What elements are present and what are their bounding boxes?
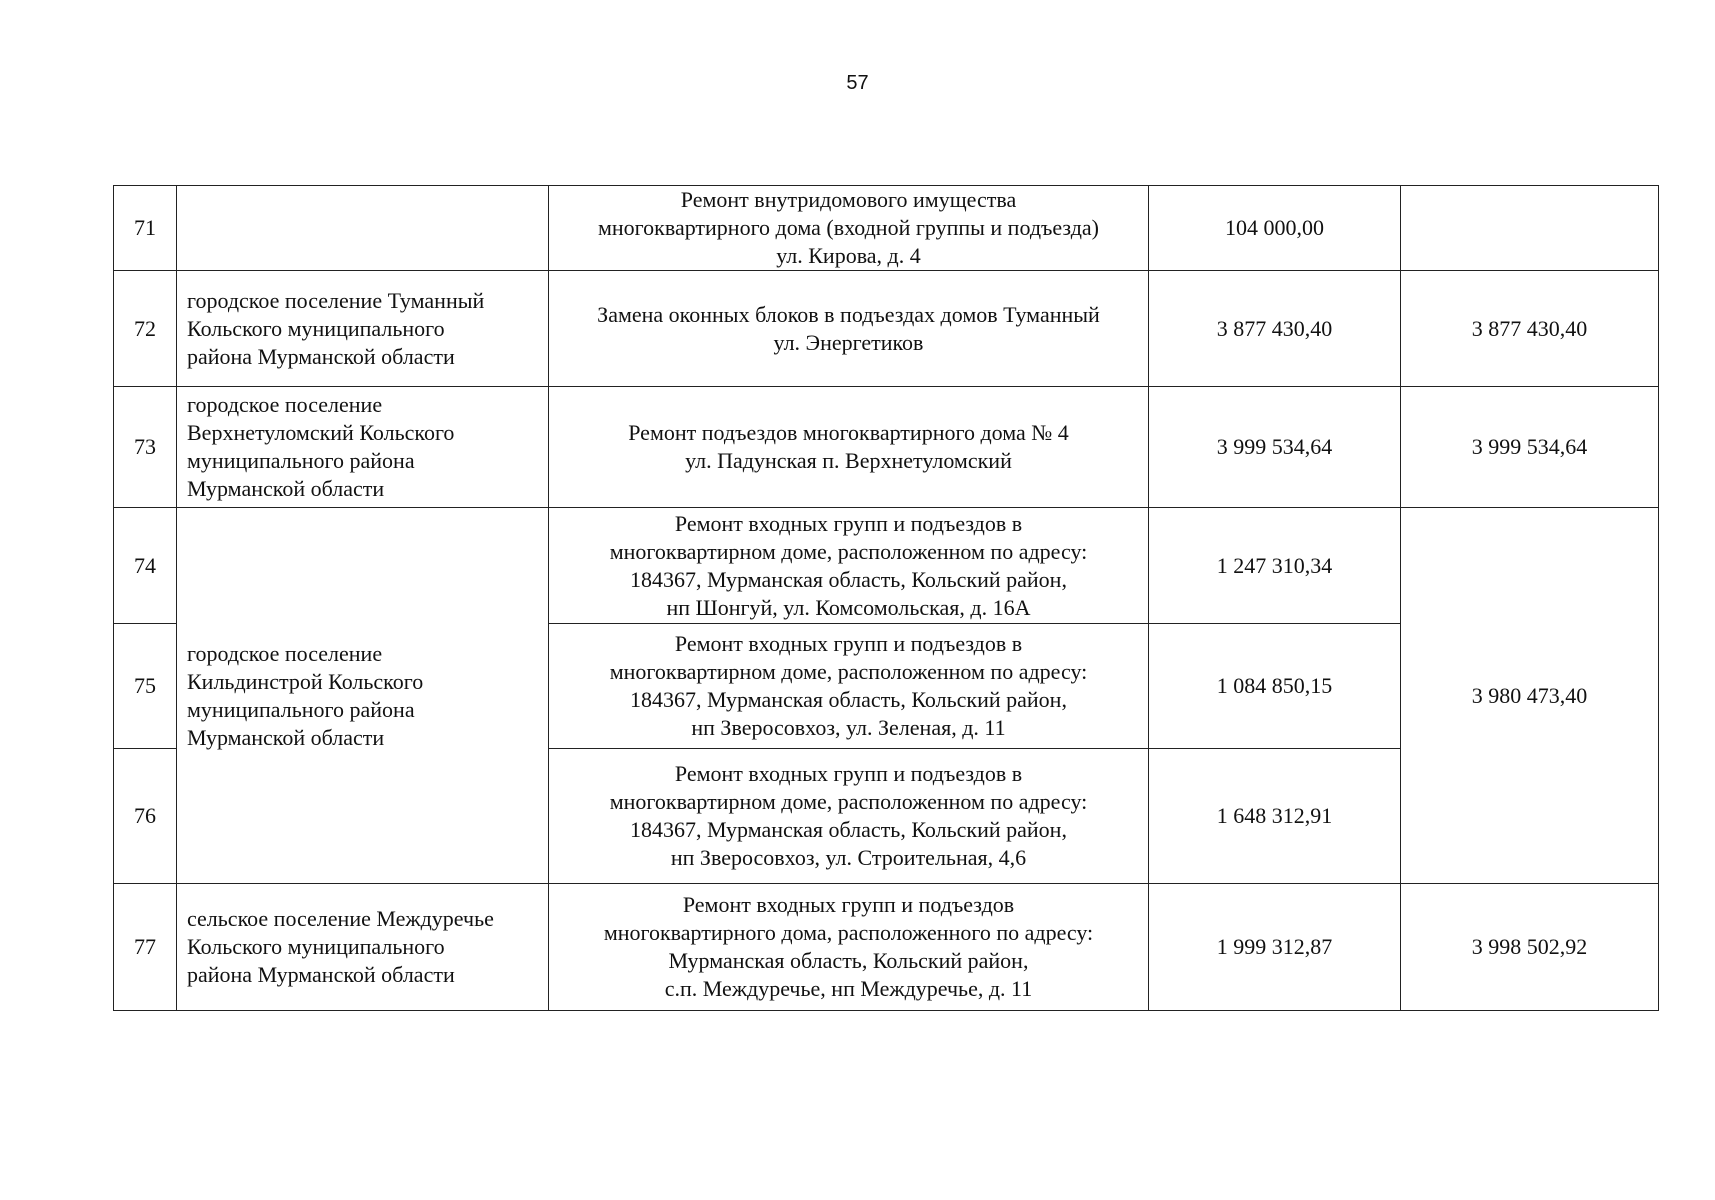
- municipality-line: Верхнетуломский Кольского: [187, 420, 455, 445]
- work-line: 184367, Мурманская область, Кольский район,: [630, 687, 1067, 712]
- amount-cell: 1 084 850,15: [1149, 624, 1401, 749]
- municipality-line: городское поселение: [187, 392, 383, 417]
- work-line: 184367, Мурманская область, Кольский район,: [630, 566, 1067, 592]
- work-line: нп Шонгуй, ул. Комсомольская, д. 16А: [666, 594, 1031, 620]
- total-cell: 3 999 534,64: [1401, 387, 1659, 508]
- work-line: с.п. Междуречье, нп Междуречье, д. 11: [664, 976, 1033, 1001]
- table-row: [114, 186, 1659, 271]
- page-number: 57: [846, 72, 869, 94]
- row-number-cell: 76: [114, 749, 177, 884]
- municipality-line: Мурманской области: [187, 724, 385, 750]
- table-row: [114, 508, 1659, 624]
- funding-table: [113, 185, 1659, 1011]
- work-description-cell: [549, 624, 1149, 749]
- work-line: 184367, Мурманская область, Кольский район,: [630, 817, 1067, 842]
- row-number-cell: 77: [114, 884, 177, 1011]
- municipality-line: Кольского муниципального: [187, 315, 445, 341]
- work-description-cell: [549, 271, 1149, 387]
- work-line: Ремонт входных групп и подъездов: [682, 892, 1015, 917]
- work-line: многоквартирного дома, расположенного по адресу:: [603, 920, 1094, 945]
- municipality-cell: [177, 271, 549, 387]
- total-cell: 3 877 430,40: [1401, 271, 1659, 387]
- work-line: многоквартирном доме, расположенном по адресу:: [609, 659, 1088, 684]
- amount-cell: 104 000,00: [1149, 186, 1401, 271]
- work-line: Замена оконных блоков в подъездах домов Туманный: [597, 301, 1100, 327]
- row-number-cell: 74: [114, 508, 177, 624]
- municipality-cell: [177, 884, 549, 1011]
- work-line: ул. Кирова, д. 4: [776, 243, 921, 268]
- municipality-line: городское поселение: [187, 640, 383, 666]
- work-line: Ремонт подъездов многоквартирного дома № 4: [628, 420, 1069, 445]
- row-number-cell: 72: [114, 271, 177, 387]
- municipality-line: района Мурманской области: [187, 343, 455, 369]
- total-cell: 3 980 473,40: [1401, 508, 1659, 884]
- work-line: ул. Энергетиков: [773, 329, 924, 355]
- work-line: Мурманская область, Кольский район,: [668, 948, 1029, 973]
- amount-cell: 1 247 310,34: [1149, 508, 1401, 624]
- work-line: многоквартирном доме, расположенном по адресу:: [609, 789, 1088, 814]
- municipality-line: сельское поселение Междуречье: [187, 906, 494, 931]
- municipality-line: муниципального района: [187, 696, 415, 722]
- amount-cell: 1 648 312,91: [1149, 749, 1401, 884]
- work-description-cell: [549, 387, 1149, 508]
- table-row: [114, 884, 1659, 1011]
- total-cell: 3 998 502,92: [1401, 884, 1659, 1011]
- municipality-cell: [177, 508, 549, 884]
- municipality-line: городское поселение Туманный: [187, 287, 485, 313]
- work-line: Ремонт входных групп и подъездов в: [674, 631, 1023, 656]
- work-line: Ремонт внутридомового имущества: [680, 187, 1017, 212]
- row-number-cell: 73: [114, 387, 177, 508]
- total-cell: [1401, 186, 1659, 271]
- municipality-cell: [177, 186, 549, 271]
- amount-cell: 3 877 430,40: [1149, 271, 1401, 387]
- row-number-cell: 71: [114, 186, 177, 271]
- work-line: Ремонт входных групп и подъездов в: [674, 761, 1023, 786]
- work-description-cell: [549, 749, 1149, 884]
- municipality-line: Кильдинстрой Кольского: [187, 668, 424, 694]
- work-line: Ремонт входных групп и подъездов в: [674, 510, 1023, 536]
- municipality-line: Кольского муниципального: [187, 934, 445, 959]
- row-number-cell: 75: [114, 624, 177, 749]
- work-line: нп Зверосовхоз, ул. Строительная, 4,6: [670, 845, 1027, 870]
- work-line: многоквартирном доме, расположенном по адресу:: [609, 538, 1088, 564]
- municipality-line: района Мурманской области: [187, 962, 455, 987]
- work-line: многоквартирного дома (входной группы и подъезда): [597, 215, 1099, 240]
- table-row: [114, 271, 1659, 387]
- municipality-line: муниципального района: [187, 448, 415, 473]
- work-line: нп Зверосовхоз, ул. Зеленая, д. 11: [691, 715, 1006, 740]
- table-row: [114, 387, 1659, 508]
- work-description-cell: [549, 884, 1149, 1011]
- municipality-line: Мурманской области: [187, 476, 385, 501]
- amount-cell: 1 999 312,87: [1149, 884, 1401, 1011]
- work-description-cell: [549, 186, 1149, 271]
- amount-cell: 3 999 534,64: [1149, 387, 1401, 508]
- municipality-cell: [177, 387, 549, 508]
- work-description-cell: [549, 508, 1149, 624]
- work-line: ул. Падунская п. Верхнетуломский: [685, 448, 1012, 473]
